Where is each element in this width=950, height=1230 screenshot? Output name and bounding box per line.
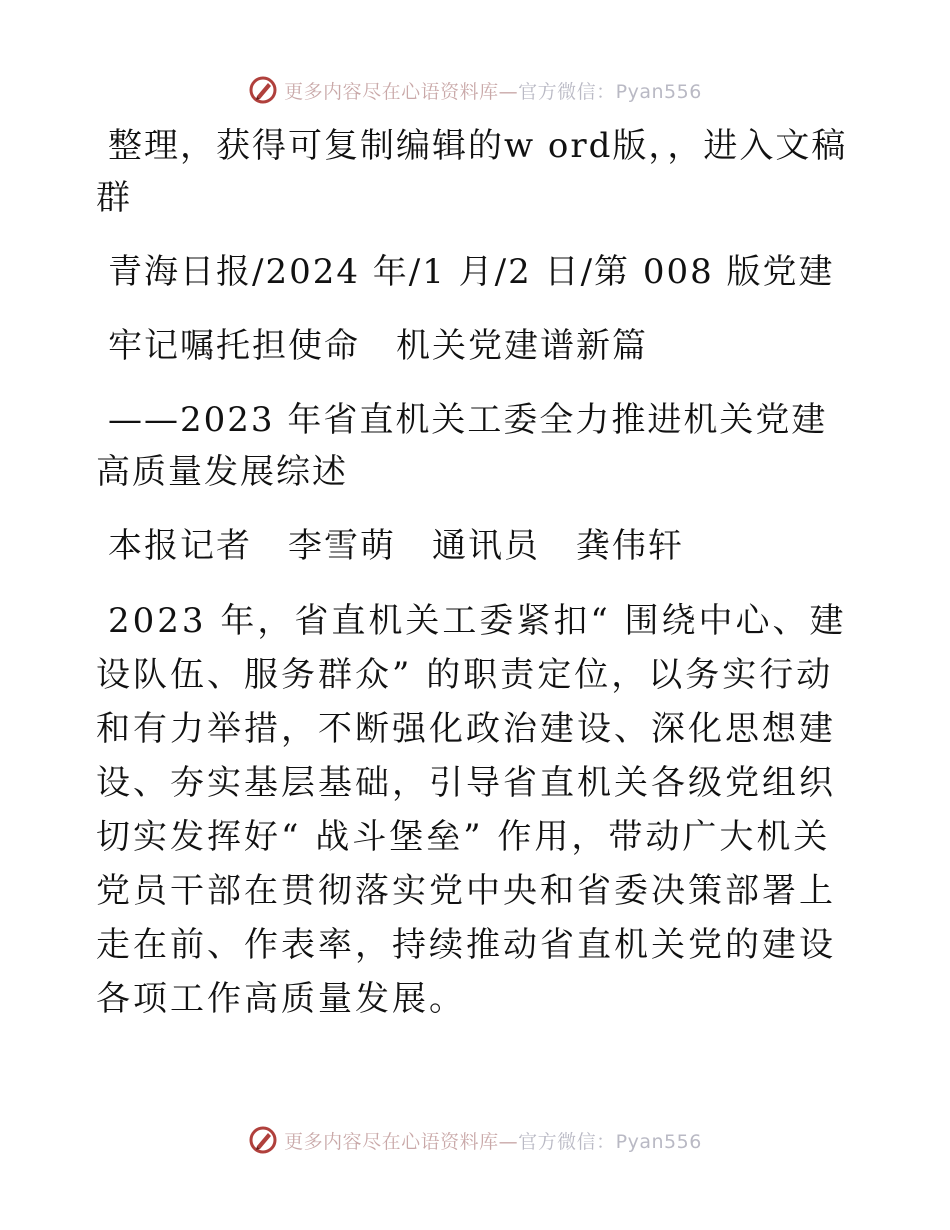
footer-watermark-banner (0, 1120, 950, 1160)
source-line: 青海日报/2024 年/1 月/2 日/第 008 版党建 (108, 252, 835, 292)
pen-logo-icon (248, 75, 278, 105)
header-watermark-banner (0, 70, 950, 110)
headline: 牢记嘱托担使命 机关党建谱新篇 (108, 326, 648, 366)
watermark-text: 更多内容尽在心语资料库—官方微信：Pyan556 (284, 80, 702, 103)
byline: 本报记者 李雪萌 通讯员 龚伟轩 (108, 526, 684, 566)
subheadline: ——2023 年省直机关工委全力推进机关党建高质量发展综述 (96, 400, 828, 492)
watermark-text: 更多内容尽在心语资料库—官方微信：Pyan556 (284, 1130, 702, 1153)
intro-line: 整理，获得可复制编辑的w ord版，，进入文稿群 (96, 126, 848, 218)
pen-logo-icon (248, 1125, 278, 1155)
article-paragraph: 2023 年，省直机关工委紧扣“ 围绕中心、建设队伍、服务群众” 的职责定位，以务实行动和有力举措，不断强化政治建设、深化思想建设、夯实基层基础，引导省直机关各级党组织切实发挥好“ 战斗堡垒” 作用，带动广大机关党员干部在贯彻落实党中央和省委决策部署上走在前、作表率，持续推动省直机关党的建设各项工作高质量发展。 (96, 601, 847, 1019)
document-body (96, 120, 856, 1026)
